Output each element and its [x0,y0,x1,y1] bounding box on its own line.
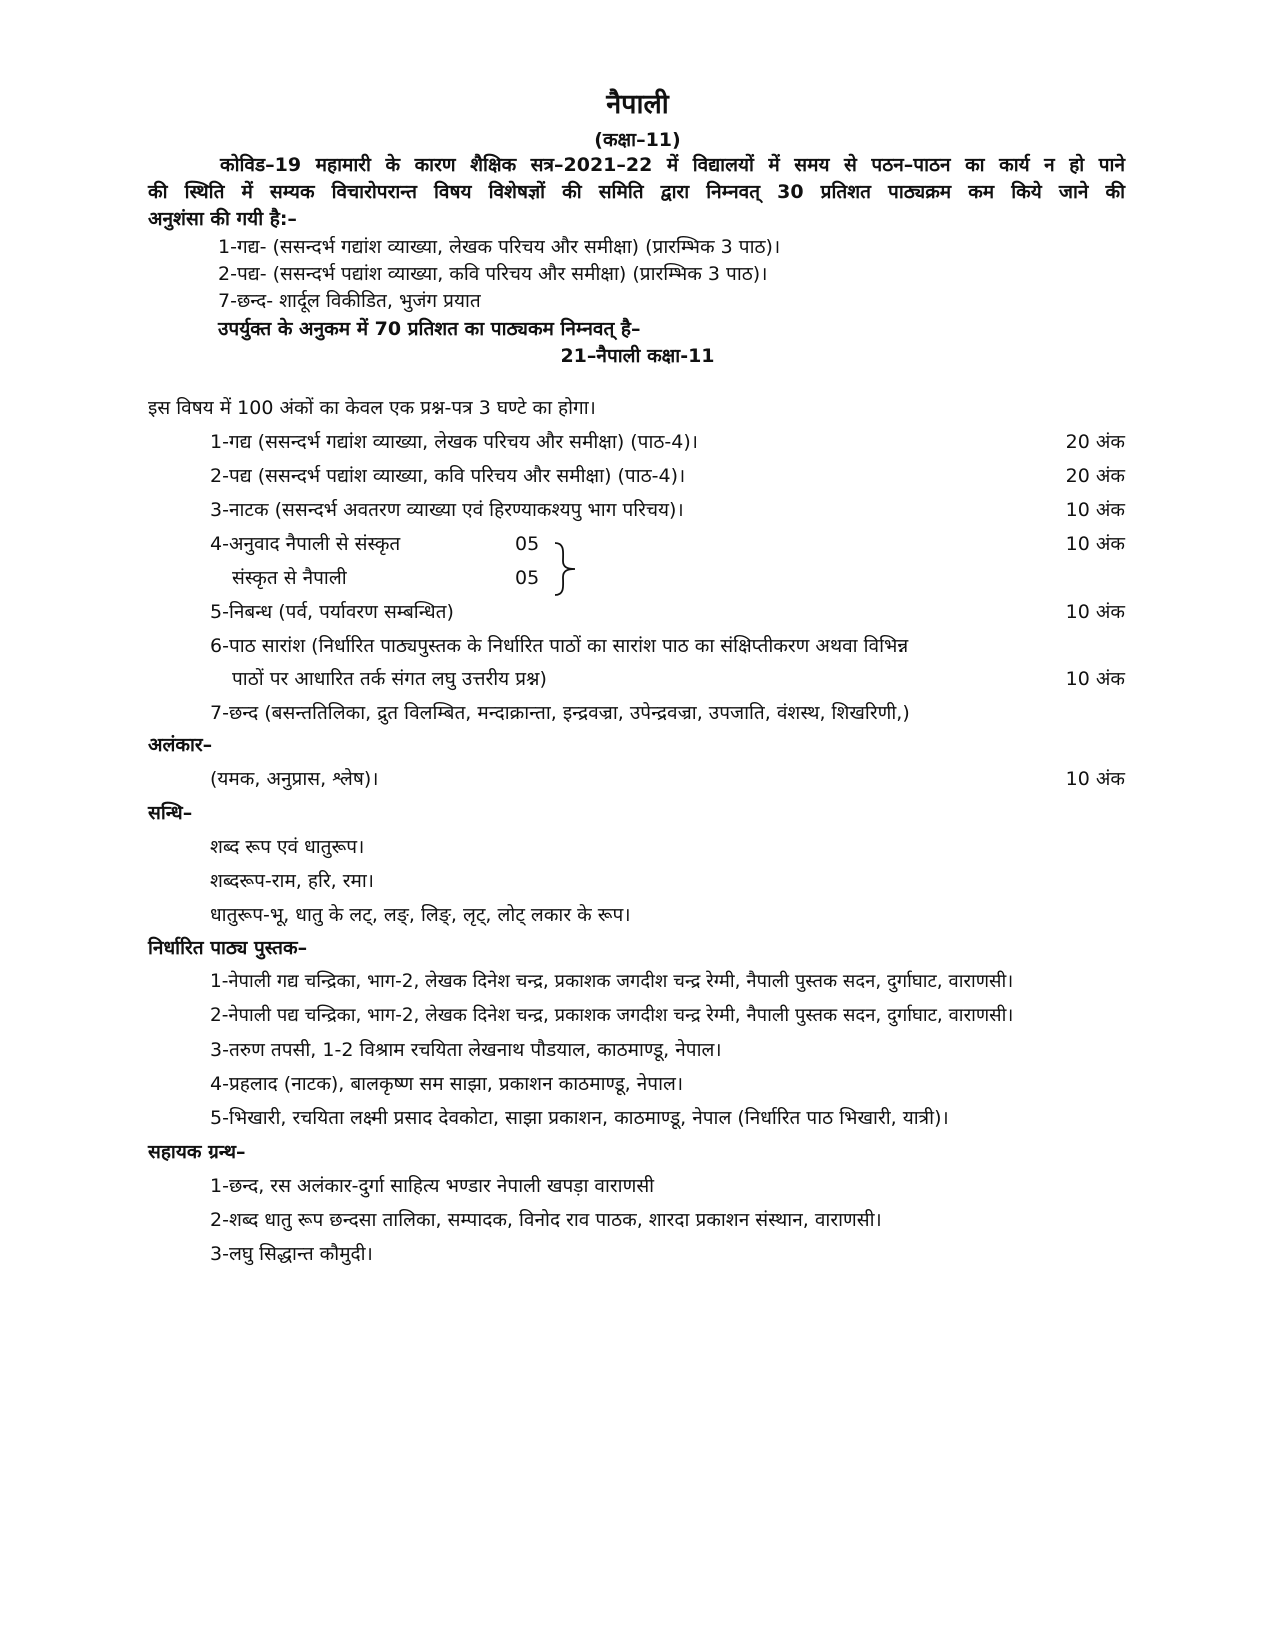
translation-marks: 10 अंक [1065,533,1125,555]
unit-text: 1-गद्य (ससन्दर्भ गद्यांश व्याख्या, लेखक परिचय और समीक्षा) (पाठ-4)। [210,431,698,453]
unit-marks: 10 अंक [1065,499,1125,521]
class-label: (कक्षा–11) [594,129,681,151]
intro-line-2: की स्थिति में सम्यक विचारोपरान्त विषय विशेषज्ञों की समिति द्वारा निम्नवत् 30 प्रतिशत पाठ्यक्रम कम किये जाने की [148,181,1125,203]
reduced-item: 2-पद्य- (ससन्दर्भ पद्यांश व्याख्या, कवि परिचय और समीक्षा) (प्रारम्भिक 3 पाठ)। [218,263,768,285]
essay-text: 5-निबन्ध (पर्व, पर्यावरण सम्बन्धित) [210,601,454,623]
textbook-item: 4-प्रहलाद (नाटक), बालकृष्ण सम साझा, प्रकाशन काठमाण्डू, नेपाल। [210,1073,684,1095]
sandhi-heading: सन्धि– [148,802,193,824]
alankar-marks: 10 अंक [1065,768,1125,790]
textbooks-heading: निर्धारित पाठ्य पुस्तक– [148,937,308,959]
translation-line-2: संस्कृत से नैपाली [232,567,347,589]
reference-heading: सहायक ग्रन्थ– [148,1141,246,1163]
alankar-heading: अलंकार– [148,734,213,756]
reduced-item: 1-गद्य- (ससन्दर्भ गद्यांश व्याख्या, लेखक परिचय और समीक्षा) (प्रारम्भिक 3 पाठ)। [218,236,781,258]
textbook-item: 5-भिखारी, रचयिता लक्ष्मी प्रसाद देवकोटा, साझा प्रकाशन, काठमाण्डू, नेपाल (निर्धारित पाठ भिखारी, यात्री)। [210,1107,949,1129]
sandhi-item: शब्द रूप एवं धातुरूप। [210,836,365,858]
reference-item: 3-लघु सिद्धान्त कौमुदी। [210,1243,373,1265]
summary-line-1: 6-पाठ सारांश (निर्धारित पाठ्यपुस्तक के निर्धारित पाठों का सारांश पाठ का संक्षिप्तीकरण अथवा विभिन्न [210,635,909,657]
unit-text: 3-नाटक (ससन्दर्भ अवतरण व्याख्या एवं हिरण्याकश्यपु भाग परिचय)। [210,499,684,521]
unit-marks: 20 अंक [1065,431,1125,453]
sandhi-item: धातुरूप-भू, धातु के लट्, लङ्, लिङ्, लृट्, लोट् लकार के रूप। [210,904,631,926]
translation-value-2: 05 [515,567,540,589]
metre-text: 7-छन्द (बसन्ततिलिका, द्रुत विलम्बित, मन्दाक्रान्ता, इन्द्रवज्रा, उपेन्द्रवज्रा, उपजाति, वंशस्थ, शिखरिणी,) [210,702,910,724]
unit-marks: 20 अंक [1065,465,1125,487]
reference-item: 1-छन्द, रस अलंकार-दुर्गा साहित्य भण्डार नेपाली खपड़ा वाराणसी [210,1175,655,1197]
sandhi-item: शब्दरूप-राम, हरि, रमा। [210,870,374,892]
textbook-item: 2-नेपाली पद्य चन्द्रिका, भाग-2, लेखक दिनेश चन्द्र, प्रकाशक जगदीश चन्द्र रेग्मी, नैपाली पुस्तक सदन, दुर्गाघाट, वाराणसी। [210,1005,1014,1026]
textbook-item: 3-तरुण तपसी, 1-2 विश्राम रचयिता लेखनाथ पौडयाल, काठमाण्डू, नेपाल। [210,1039,722,1061]
reduced-item: 7-छन्द- शार्दूल विकीडित, भुजंग प्रयात [218,290,481,312]
alankar-text: (यमक, अनुप्रास, श्लेष)। [210,768,379,790]
summary-line-2: पाठों पर आधारित तर्क संगत लघु उत्तरीय प्रश्न) [232,668,547,690]
curly-brace-icon [553,541,579,597]
unit-text: 2-पद्य (ससन्दर्भ पद्यांश व्याख्या, कवि परिचय और समीक्षा) (पाठ-4)। [210,465,686,487]
exam-note: इस विषय में 100 अंकों का केवल एक प्रश्न-पत्र 3 घण्टे का होगा। [148,397,596,419]
page-title: नैपाली [606,89,669,120]
intro-line-1: कोविड–19 महामारी के कारण शैक्षिक सत्र–2021–22 में विद्यालयों में समय से पठन–पाठन का कार्य न हो पाने [220,154,1125,176]
intro-line-3: अनुशंसा की गयी है:– [148,208,297,230]
textbook-item: 1-नेपाली गद्य चन्द्रिका, भाग-2, लेखक दिनेश चन्द्र, प्रकाशक जगदीश चन्द्र रेग्मी, नैपाली पुस्तक सदन, दुर्गाघाट, वाराणसी। [210,971,1014,992]
essay-marks: 10 अंक [1065,601,1125,623]
summary-marks: 10 अंक [1065,668,1125,690]
syllabus-intro: उपर्युक्त के अनुकम में 70 प्रतिशत का पाठ्यकम निम्नवत् है– [218,318,641,340]
translation-line-1: 4-अनुवाद नैपाली से संस्कृत [210,533,401,555]
translation-value-1: 05 [515,533,540,555]
syllabus-title: 21–नैपाली कक्षा-11 [560,345,715,367]
reference-item: 2-शब्द धातु रूप छन्दसा तालिका, सम्पादक, विनोद राव पाठक, शारदा प्रकाशन संस्थान, वाराणसी। [210,1209,882,1231]
